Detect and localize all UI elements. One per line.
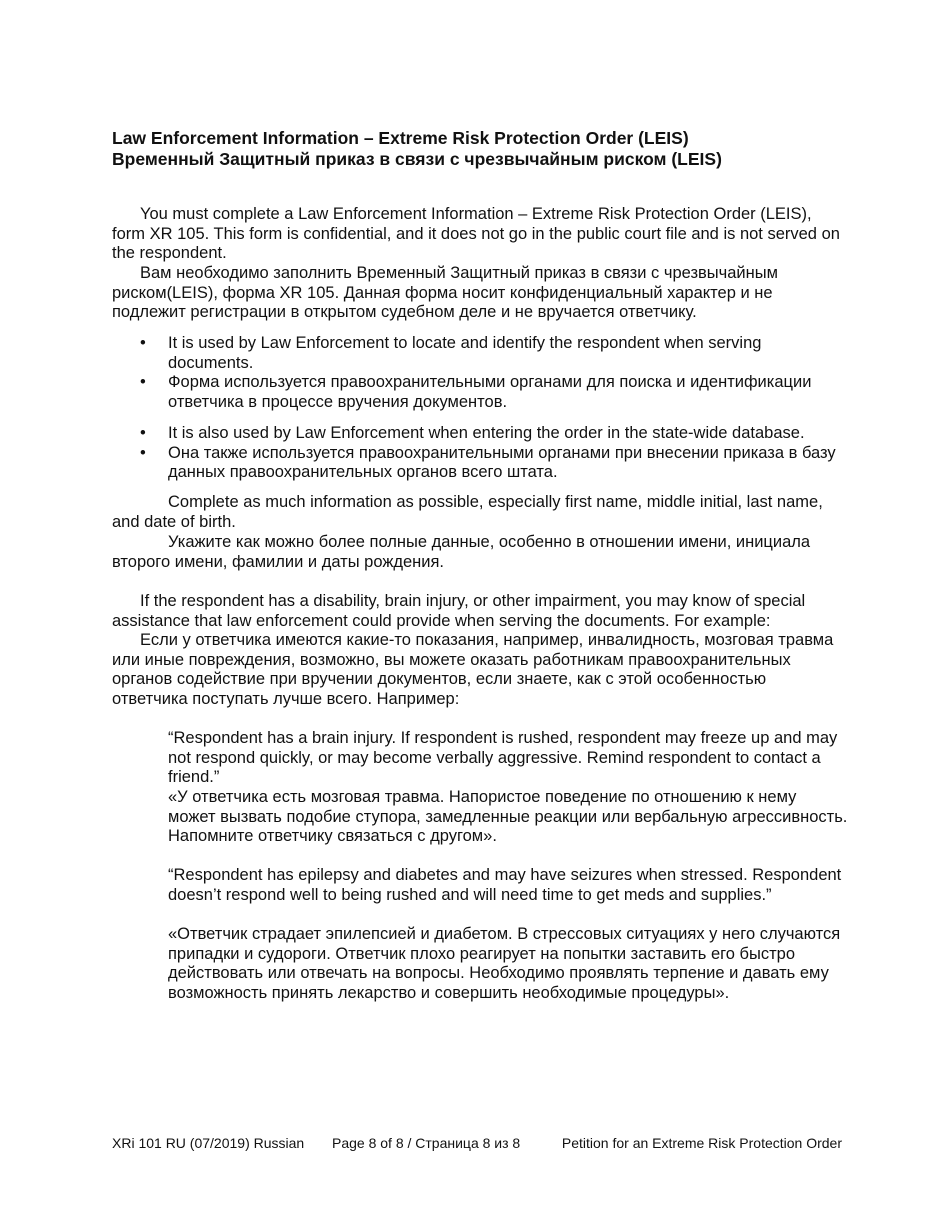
complete-english: Complete as much information as possible, especially first name, middle initial, last name, and date of birth.: [112, 493, 823, 531]
document-title: [112, 128, 842, 170]
bullet-icon: •: [140, 373, 146, 392]
example-2-russian: «Ответчик страдает эпилепсией и диабетом. В стрессовых ситуациях у него случаются припадки и судороги. Ответчик плохо реагирует на попытки заставить его быстро действовать или отвечать на вопросы. Необходимо проявлять терпение и давать ему возможность принять лекарство и совершить необходимые процедуры».: [168, 925, 841, 1002]
list-item: [112, 334, 842, 373]
list-item: [112, 424, 842, 444]
title-english: Law Enforcement Information – Extreme Risk Protection Order (LEIS): [112, 128, 689, 148]
bullet-text: It is also used by Law Enforcement when entering the order in the state-wide database.: [168, 424, 805, 442]
bullet-list-locate: [112, 334, 842, 412]
bullet-text: Она также используется правоохранительными органами при внесении приказа в базу данных правоохранительных органов всего штата.: [168, 443, 836, 482]
example-1-russian: «У ответчика есть мозговая травма. Напористое поведение по отношению к нему может вызвать подобие ступора, замедленные реакции или вербальную агрессивность. Напомните ответчику связаться с другом».: [168, 788, 848, 846]
bullet-text: It is used by Law Enforcement to locate and identify the respondent when serving documents.: [168, 334, 762, 372]
title-russian: Временный Защитный приказ в связи с чрезвычайным риском (LEIS): [112, 149, 722, 169]
footer-form-name: Petition for an Extreme Risk Protection Order: [561, 1135, 842, 1151]
disability-russian: Если у ответчика имеются какие-то показания, например, инвалидность, мозговая травма или иные повреждения, возможно, вы можете оказать работникам правоохранительных органов содействие при вручении документов, если знаете, как с этой особенностью ответчика поступать лучше всего. Например:: [112, 631, 834, 708]
intro-russian: Вам необходимо заполнить Временный Защитный приказ в связи с чрезвычайным риском(LEIS), форма XR 105. Данная форма носит конфиденциальный характер и не подлежит регистрации в открытом судебном деле и не вручается ответчику.: [112, 264, 778, 322]
complete-russian: Укажите как можно более полные данные, особенно в отношении имени, инициала второго имени, фамилии и даты рождения.: [112, 533, 811, 571]
example-1-english: “Respondent has a brain injury. If respondent is rushed, respondent may freeze up and may not respond quickly, or may become verbally aggressive. Remind respondent to contact a friend.”: [168, 729, 838, 787]
bullet-text: Форма используется правоохранительными органами для поиска и идентификации ответчика в процессе вручения документов.: [168, 373, 812, 411]
list-item: [112, 444, 842, 483]
bullet-icon: •: [140, 334, 146, 352]
footer-form-id: XRi 101 RU (07/2019) Russian: [112, 1135, 305, 1151]
bullet-list-database: [112, 424, 842, 483]
footer-page-number: Page 8 of 8 / Страница 8 из 8: [332, 1135, 521, 1151]
bullet-icon: •: [140, 424, 146, 442]
list-item: [112, 373, 842, 412]
disability-english: If the respondent has a disability, brain injury, or other impairment, you may know of special assistance that law enforcement could provide when serving the documents. For example:: [112, 592, 806, 630]
intro-english: You must complete a Law Enforcement Information – Extreme Risk Protection Order (LEIS), form XR 105. This form is confidential, and it does not go in the public court file and is not served on the respondent.: [112, 205, 840, 263]
example-2-english: “Respondent has epilepsy and diabetes and may have seizures when stressed. Respondent doesn’t respond well to being rushed and will need time to get meds and supplies.”: [168, 866, 842, 904]
bullet-icon: •: [140, 443, 146, 462]
